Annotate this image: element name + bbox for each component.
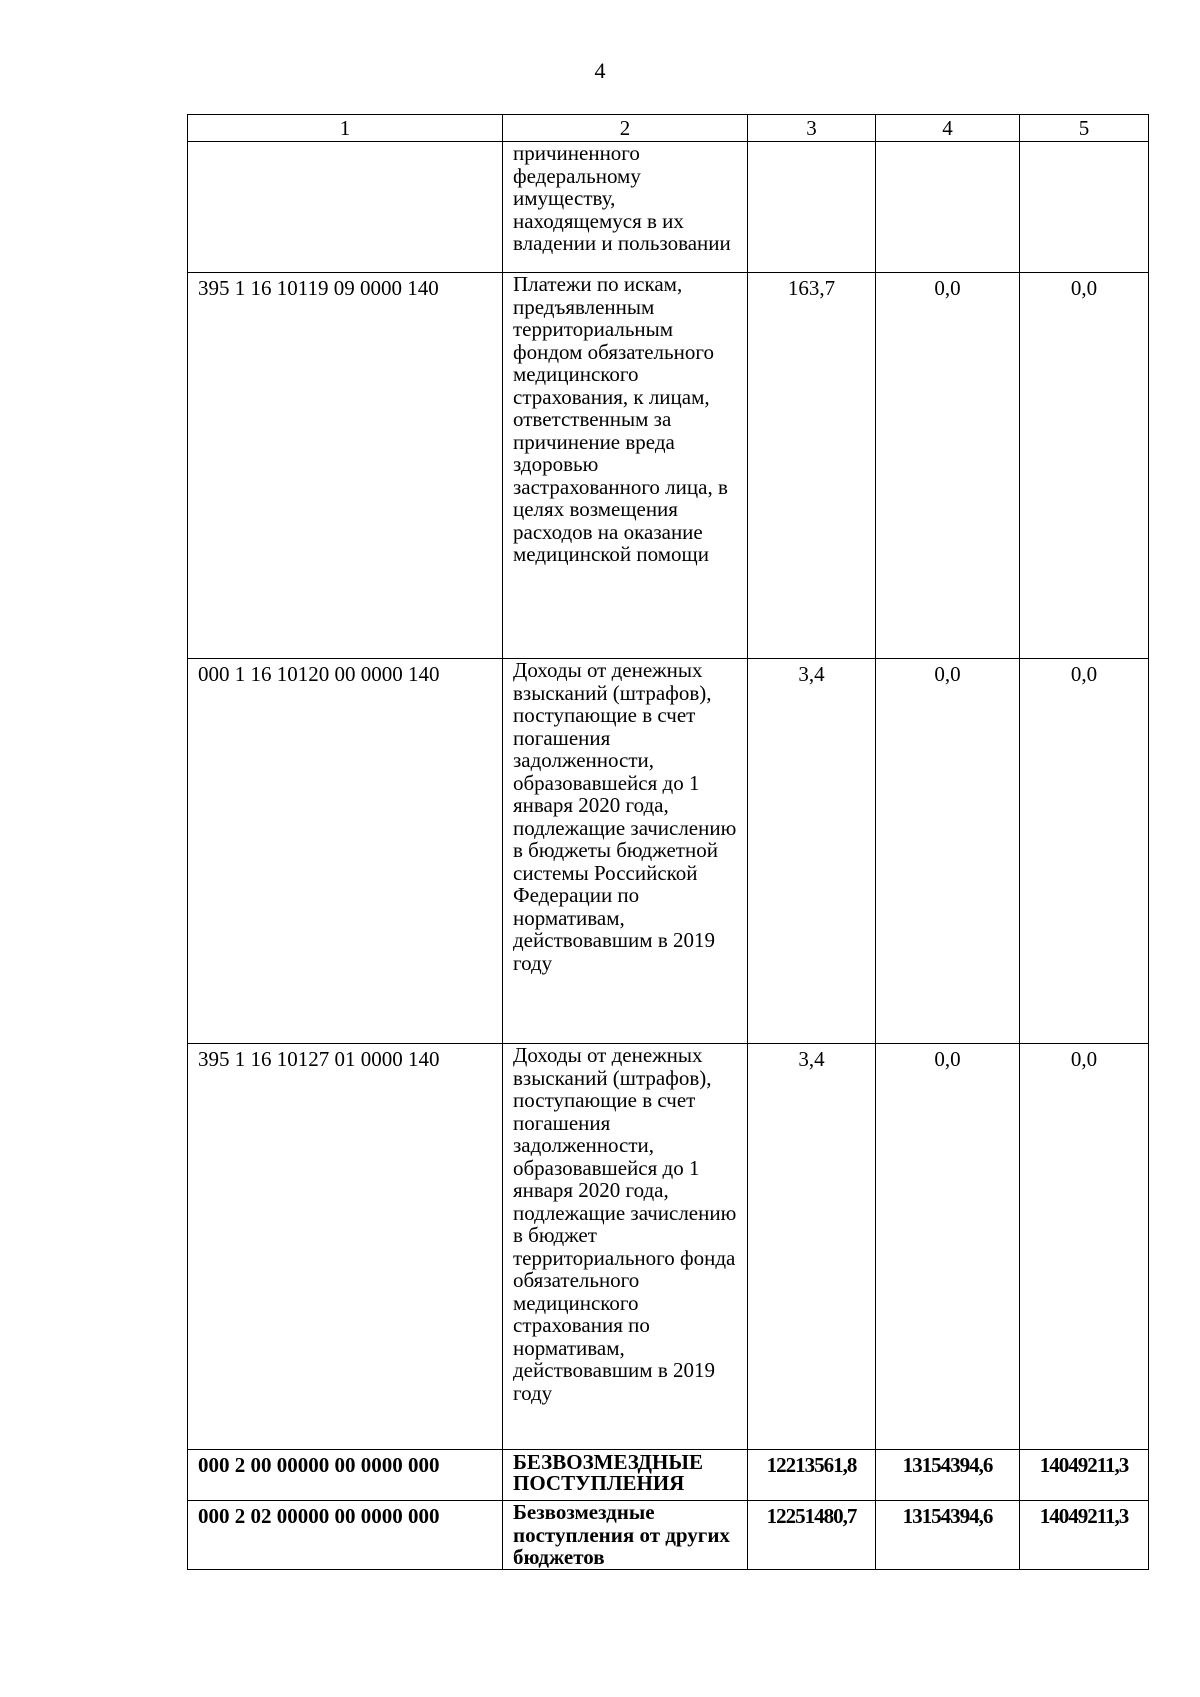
value-col3: 3,4 [748, 1044, 876, 1450]
table-header-row [188, 115, 1149, 142]
budget-code: 000 2 02 00000 00 0000 000 [188, 1501, 503, 1570]
revenue-table [187, 114, 1149, 1570]
value-col3: 12251480,7 [748, 1501, 876, 1570]
column-header: 2 [503, 115, 748, 142]
item-name: БЕЗВОЗМЕЗДНЫЕ ПОСТУПЛЕНИЯ [503, 1450, 748, 1501]
table-row [188, 1450, 1149, 1501]
value-col3: 12213561,8 [748, 1450, 876, 1501]
page-number: 4 [594, 58, 606, 83]
value-col5: 0,0 [1020, 1044, 1149, 1450]
column-header: 1 [188, 115, 503, 142]
item-name: Платежи по искам, предъявленным территориальным фондом обязательного медицинского страхования, к лицам, ответственным за причинение вреда здоровью застрахованного лица, в целях возмещения расходов на оказание медицинской помощи [503, 273, 748, 659]
budget-code: 000 2 00 00000 00 0000 000 [188, 1450, 503, 1501]
budget-code: 000 1 16 10120 00 0000 140 [188, 659, 503, 1044]
table-row [188, 1044, 1149, 1450]
item-name: причиненного федеральному имуществу, находящемуся в их владении и пользовании [503, 142, 748, 273]
budget-code: 395 1 16 10127 01 0000 140 [188, 1044, 503, 1450]
value-col4: 0,0 [876, 659, 1020, 1044]
item-name: Доходы от денежных взысканий (штрафов), поступающие в счет погашения задолженности, образовавшейся до 1 января 2020 года, подлежащие зачислению в бюджеты бюджетной системы Российской Федерации по нормативам, действовавшим в 2019 году [503, 659, 748, 1044]
value-col4: 13154394,6 [876, 1501, 1020, 1570]
column-header: 5 [1020, 115, 1149, 142]
table-row [188, 142, 1149, 273]
value-col3: 163,7 [748, 273, 876, 659]
value-col5: 14049211,3 [1020, 1450, 1149, 1501]
table-row [188, 659, 1149, 1044]
column-header: 4 [876, 115, 1020, 142]
value-col4: 13154394,6 [876, 1450, 1020, 1501]
value-col5: 0,0 [1020, 659, 1149, 1044]
table-row [188, 273, 1149, 659]
item-name: Доходы от денежных взысканий (штрафов), поступающие в счет погашения задолженности, образовавшейся до 1 января 2020 года, подлежащие зачислению в бюджет территориального фонда обязательного медицинского страхования по нормативам, действовавшим в 2019 году [503, 1044, 748, 1450]
value-col5: 0,0 [1020, 273, 1149, 659]
table-row [188, 1501, 1149, 1570]
value-col4: 0,0 [876, 273, 1020, 659]
budget-code [188, 142, 503, 273]
value-col3: 3,4 [748, 659, 876, 1044]
value-col4: 0,0 [876, 1044, 1020, 1450]
value-col5 [1020, 142, 1149, 273]
column-header: 3 [748, 115, 876, 142]
value-col5: 14049211,3 [1020, 1501, 1149, 1570]
value-col3 [748, 142, 876, 273]
value-col4 [876, 142, 1020, 273]
item-name: Безвозмездные поступления от других бюджетов [503, 1501, 748, 1570]
budget-code: 395 1 16 10119 09 0000 140 [188, 273, 503, 659]
